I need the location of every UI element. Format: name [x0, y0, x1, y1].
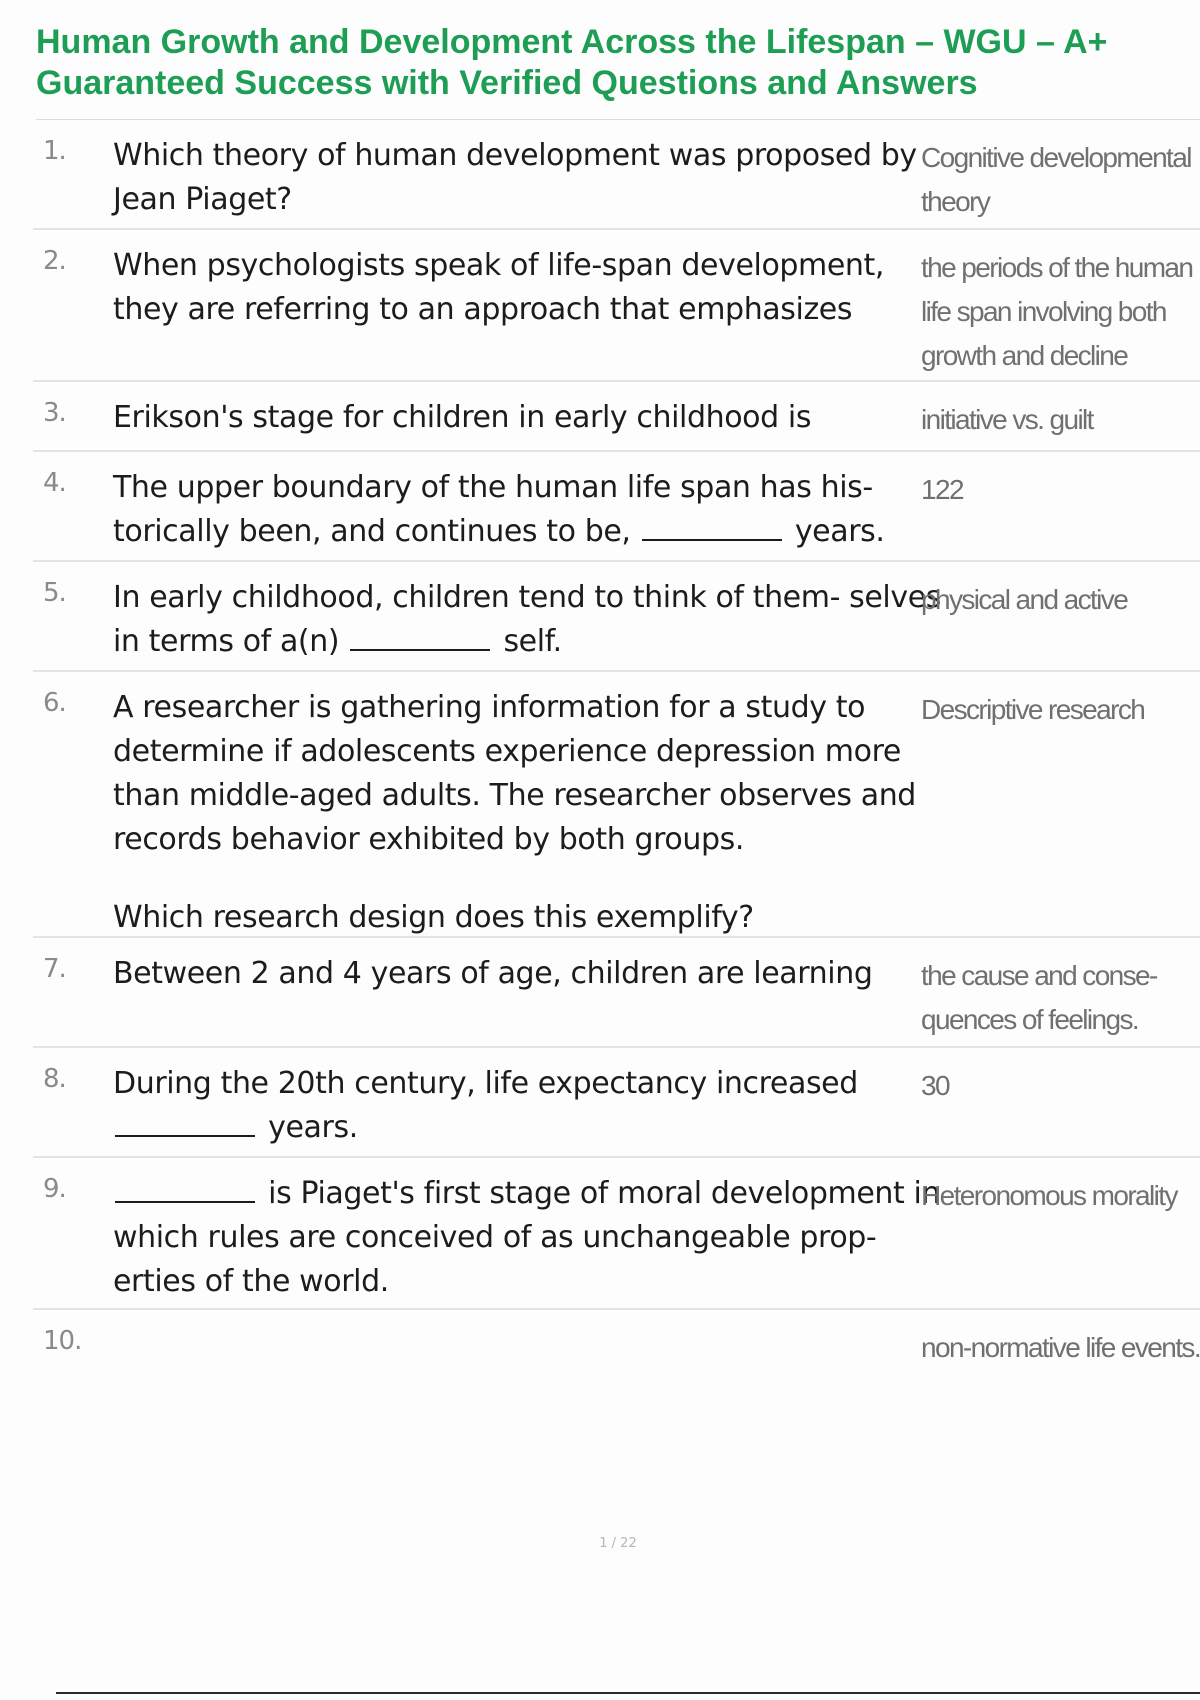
document-title: Human Growth and Development Across the Lifespan – WGU – A+ Guaranteed Success with Verified Questions and Answers — [36, 23, 1108, 102]
question-text — [113, 244, 953, 332]
answer-text: physical and active — [921, 584, 1128, 615]
question-number: 7. — [43, 954, 66, 984]
qa-row — [33, 672, 1200, 938]
answer-text: non-normative life events. — [921, 1332, 1200, 1363]
answer-text: Descriptive research — [921, 694, 1145, 725]
qa-row — [33, 1048, 1200, 1158]
answer-text: 122 — [921, 474, 963, 505]
question-answer-table — [33, 120, 1200, 1390]
question-text — [113, 134, 953, 222]
answer-text: Heteronomous morality — [921, 1180, 1177, 1211]
question-text-content: Which theory of human development was proposed by Jean Piaget? — [113, 138, 917, 217]
question-text-after: years. — [268, 1110, 358, 1145]
question-text — [113, 1062, 953, 1150]
qa-row — [33, 452, 1200, 562]
question-number: 8. — [43, 1064, 66, 1094]
fill-in-blank — [350, 623, 490, 651]
question-number: 5. — [43, 578, 66, 608]
question-number: 1. — [43, 136, 66, 166]
question-text — [113, 396, 953, 440]
question-number: 9. — [43, 1174, 66, 1204]
page-bottom-divider — [56, 1692, 1200, 1694]
answer-text: 30 — [921, 1070, 949, 1101]
qa-row — [33, 1310, 1200, 1390]
question-number: 2. — [43, 246, 66, 276]
fill-in-blank — [115, 1175, 255, 1203]
fill-in-blank — [642, 513, 782, 541]
page-number: 1 / 22 — [599, 1536, 637, 1551]
question-text — [113, 686, 953, 940]
question-text — [113, 1172, 953, 1304]
question-text — [113, 952, 953, 996]
answer-text: initiative vs. guilt — [921, 404, 1093, 435]
question-text-after: years. — [794, 514, 885, 549]
question-text-before: During the 20th century, life expectancy increased — [113, 1066, 858, 1101]
question-text-before: In early childhood, children tend to think of them- selves in terms of a(n) — [113, 580, 941, 659]
question-text-content: When psychologists speak of life-span development, they are referring to an approach that emphasizes — [113, 248, 885, 327]
question-text-after: is Piaget's first stage of moral development in which rules are conceived of as unchangeable prop- erties of the world. — [113, 1176, 941, 1299]
qa-row — [33, 1158, 1200, 1310]
question-number: 10. — [43, 1326, 82, 1356]
question-text-prompt: Which research design does this exemplify? — [113, 900, 754, 935]
question-text-before: The upper boundary of the human life span has his- torically been, and continues to be, — [113, 470, 873, 549]
qa-row — [33, 382, 1200, 452]
answer-text: the cause and conse- quences of feelings. — [921, 960, 1157, 1035]
qa-row — [33, 230, 1200, 382]
question-number: 6. — [43, 688, 66, 718]
question-number: 4. — [43, 468, 66, 498]
question-text — [113, 576, 953, 664]
answer-text: the periods of the human life span involving both growth and decline — [921, 252, 1193, 371]
answer-text: Cognitive developmental theory — [921, 142, 1191, 217]
question-number: 3. — [43, 398, 66, 428]
question-text-content: A researcher is gathering information for a study to determine if adolescents experience depression more than middle-aged adults. The researcher observes and records behavior exhibited by both groups. — [113, 690, 916, 857]
fill-in-blank — [115, 1109, 255, 1137]
qa-row — [33, 938, 1200, 1048]
question-text-content: Between 2 and 4 years of age, children are learning — [113, 956, 873, 991]
qa-row — [33, 120, 1200, 230]
question-text — [113, 466, 953, 554]
question-text-content: Erikson's stage for children in early childhood is — [113, 400, 812, 435]
qa-row — [33, 562, 1200, 672]
question-text-after: self. — [503, 624, 562, 659]
